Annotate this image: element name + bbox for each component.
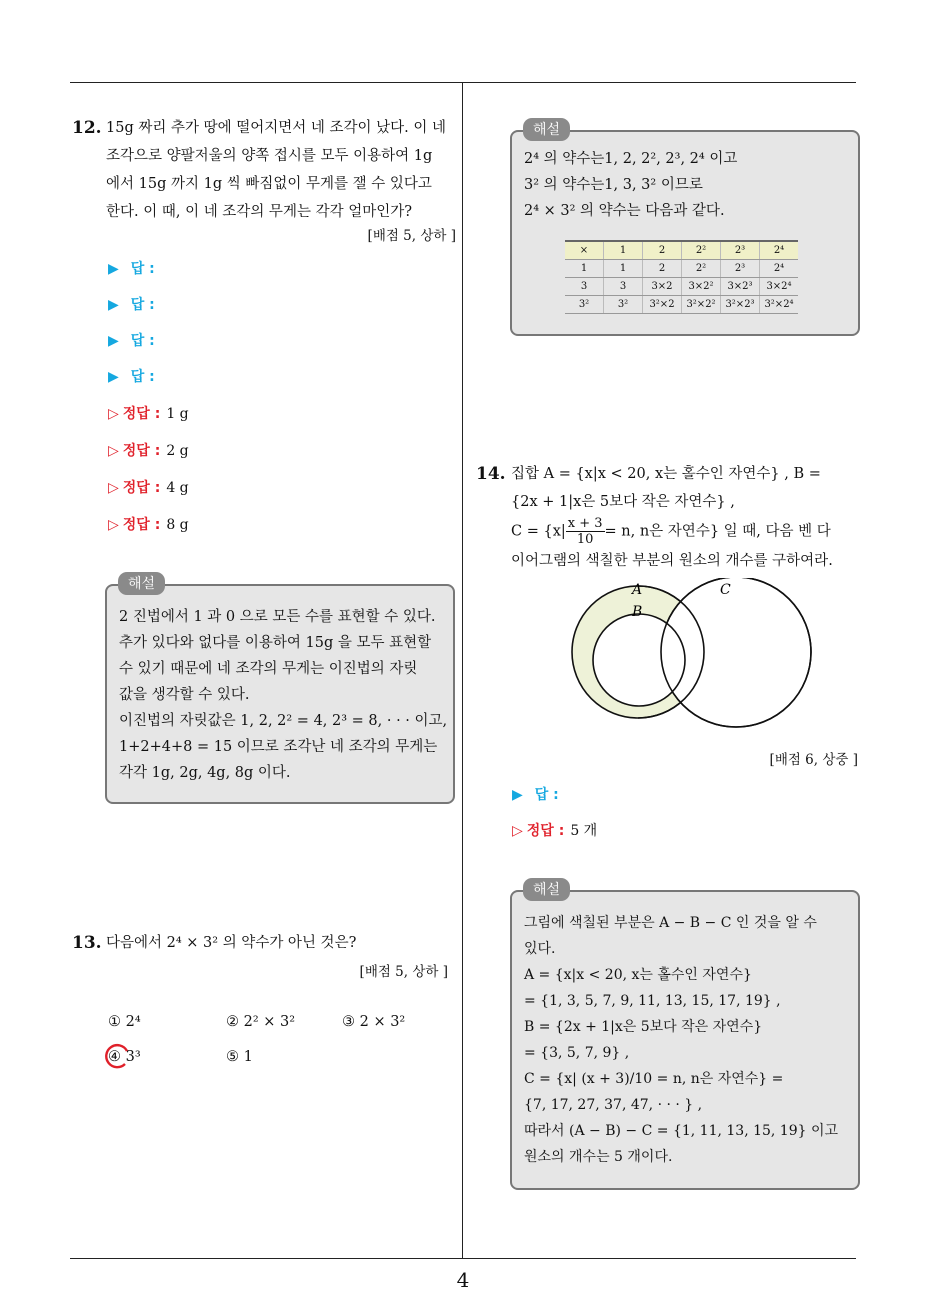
correct-label: 정답 :: [122, 480, 161, 496]
q14-line: {2x + 1|x은 5보다 작은 자연수} ,: [511, 494, 735, 510]
table-cell: 3²×2⁴: [760, 296, 799, 314]
correct-value: 5 개: [570, 823, 598, 839]
table-row: [565, 260, 798, 278]
q14-number: 14.: [476, 464, 506, 484]
q13-text: 다음에서 2⁴ × 3² 의 약수가 아닌 것은?: [106, 935, 357, 951]
correct-row: [512, 820, 597, 840]
table-cell: 1: [565, 260, 604, 278]
table-cell: 2: [643, 260, 682, 278]
q12-line: 에서 15g 까지 1g 씩 빠짐없이 무게를 잴 수 있다고: [106, 176, 432, 192]
explain-line: 3² 의 약수는1, 3, 3² 이므로: [524, 177, 703, 193]
table-row: [565, 296, 798, 314]
table-cell: 2²: [682, 260, 721, 278]
red-outline-triangle-icon: ▷: [108, 406, 119, 422]
blue-triangle-icon: ▶: [512, 787, 523, 803]
explain-badge: 해설: [118, 572, 165, 595]
q14-text: [511, 460, 861, 575]
table-cell: 2³: [721, 241, 760, 260]
explain-line: 있다.: [524, 941, 556, 957]
explain-line: 추가 있다와 없다를 이용하여 15g 을 모두 표현할: [119, 635, 432, 651]
table-cell: 3²×2²: [682, 296, 721, 314]
table-cell: 3: [565, 278, 604, 296]
table-cell: 3²: [604, 296, 643, 314]
answer-label: 답 :: [130, 261, 155, 277]
table-cell: 3: [604, 278, 643, 296]
explain-line: 1+2+4+8 = 15 이므로 조각난 네 조각의 무게는: [119, 739, 438, 755]
explain-line: 원소의 개수는 5 개이다.: [524, 1149, 673, 1165]
table-cell: 3²×2: [643, 296, 682, 314]
column-divider: [462, 82, 463, 1259]
explain-line: = {1, 3, 5, 7, 9, 11, 13, 15, 17, 19} ,: [524, 993, 781, 1009]
q12-text: [106, 114, 458, 226]
q14-line: 집합 A = {x|x < 20, x는 홀수인 자연수} , B =: [511, 466, 821, 482]
answer-row: [512, 784, 559, 804]
q14-c-prefix: C = {x|: [511, 523, 566, 540]
q12-line: 15g 짜리 추가 땅에 떨어지면서 네 조각이 났다. 이 네: [106, 120, 446, 136]
answer-row: [108, 330, 155, 350]
q13-explain-text: [524, 146, 854, 224]
fraction-numerator: x + 3: [567, 516, 603, 531]
q12-line: 한다. 이 때, 이 네 조각의 무게는 각각 얼마인가?: [106, 204, 412, 220]
explain-line: 2 진법에서 1 과 0 으로 모든 수를 표현할 수 있다.: [119, 609, 436, 625]
q14-score: [배점 6, 상중 ]: [769, 752, 858, 768]
explain-line: 각각 1g, 2g, 4g, 8g 이다.: [119, 765, 291, 781]
q12-explain-text: [119, 604, 449, 786]
answer-label: 답 :: [534, 787, 559, 803]
option-2[interactable]: ② 2² × 3²: [226, 1014, 296, 1030]
q14-explain-text: [524, 910, 854, 1170]
table-cell: 3×2: [643, 278, 682, 296]
answer-label: 답 :: [130, 297, 155, 313]
answer-row: [108, 294, 155, 314]
explain-line: 그림에 색칠된 부분은 A − B − C 인 것을 알 수: [524, 915, 817, 931]
table-cell: 1: [604, 260, 643, 278]
correct-value: 4 g: [166, 480, 189, 496]
q12-explain-box: [105, 584, 455, 804]
venn-label-c: C: [720, 582, 731, 598]
table-cell: 2: [643, 241, 682, 260]
bottom-rule: [70, 1258, 856, 1259]
explain-line: 값을 생각할 수 있다.: [119, 687, 250, 703]
correct-row: [108, 477, 189, 497]
option-4[interactable]: ④ 3³: [108, 1049, 141, 1065]
explain-line: 수 있기 때문에 네 조각의 무게는 이진법의 자릿: [119, 661, 418, 677]
fraction: [566, 516, 605, 547]
correct-row: [108, 440, 189, 460]
correct-value: 8 g: [166, 517, 189, 533]
red-circle-icon: [103, 1042, 131, 1070]
venn-label-b: B: [632, 604, 643, 620]
explain-line: 따라서 (A − B) − C = {1, 11, 13, 15, 19} 이고: [524, 1123, 839, 1139]
answer-label: 답 :: [130, 333, 155, 349]
q12-number: 12.: [72, 118, 102, 138]
table-cell: 3×2³: [721, 278, 760, 296]
correct-label: 정답 :: [122, 443, 161, 459]
table-cell: 2³: [721, 260, 760, 278]
table-cell: ×: [565, 241, 604, 260]
table-cell: 3×2²: [682, 278, 721, 296]
q13-number: 13.: [72, 933, 102, 953]
correct-label: 정답 :: [122, 406, 161, 422]
table-cell: 2⁴: [760, 241, 799, 260]
blue-triangle-icon: ▶: [108, 261, 119, 277]
table-cell: 2²: [682, 241, 721, 260]
venn-label-a: A: [632, 582, 643, 598]
correct-label: 정답 :: [122, 517, 161, 533]
table-row: [565, 278, 798, 296]
explain-line: 2⁴ × 3² 의 약수는 다음과 같다.: [524, 203, 725, 219]
option-1[interactable]: ① 2⁴: [108, 1014, 141, 1030]
correct-row: [108, 514, 189, 534]
explain-line: 2⁴ 의 약수는1, 2, 2², 2³, 2⁴ 이고: [524, 151, 738, 167]
explain-line: = {3, 5, 7, 9} ,: [524, 1045, 630, 1061]
red-outline-triangle-icon: ▷: [512, 823, 523, 839]
q14-c-suffix: = n, n은 자연수} 일 때, 다음 벤 다: [604, 523, 831, 540]
table-cell: 2⁴: [760, 260, 799, 278]
explain-badge: 해설: [523, 878, 570, 901]
table-cell: 3×2⁴: [760, 278, 799, 296]
option-5[interactable]: ⑤ 1: [226, 1049, 253, 1065]
answer-row: [108, 366, 155, 386]
red-outline-triangle-icon: ▷: [108, 517, 119, 533]
explain-line: C = {x| (x + 3)/10 = n, n은 자연수} =: [524, 1071, 784, 1087]
table-row: [565, 241, 798, 260]
correct-row: [108, 403, 189, 423]
q13-score: [배점 5, 상하 ]: [359, 964, 448, 980]
correct-value: 1 g: [166, 406, 189, 422]
explain-line: 이진법의 자릿값은 1, 2, 2² = 4, 2³ = 8, · · · 이고,: [119, 713, 448, 729]
venn-diagram: [560, 578, 820, 728]
table-cell: 3²: [565, 296, 604, 314]
q12-score: [배점 5, 상하 ]: [367, 228, 456, 244]
set-b-circle: [593, 614, 685, 706]
explain-line: B = {2x + 1|x은 5보다 작은 자연수}: [524, 1019, 763, 1035]
fraction-denominator: 10: [576, 532, 594, 547]
top-rule: [70, 82, 856, 83]
q14-explain-box: [510, 890, 860, 1190]
table-cell: 3²×2³: [721, 296, 760, 314]
explain-line: {7, 17, 27, 37, 47, · · · } ,: [524, 1097, 703, 1113]
correct-label: 정답 :: [526, 823, 565, 839]
explain-line: A = {x|x < 20, x는 홀수인 자연수}: [524, 967, 752, 983]
answer-row: [108, 258, 155, 278]
blue-triangle-icon: ▶: [108, 297, 119, 313]
q14-line: [511, 516, 861, 547]
correct-value: 2 g: [166, 443, 189, 459]
explain-badge: 해설: [523, 118, 570, 141]
red-outline-triangle-icon: ▷: [108, 480, 119, 496]
q12-line: 조각으로 양팔저울의 양쪽 접시를 모두 이용하여 1g: [106, 148, 433, 164]
table-cell: 1: [604, 241, 643, 260]
answer-label: 답 :: [130, 369, 155, 385]
q14-line: 이어그램의 색칠한 부분의 원소의 개수를 구하여라.: [511, 553, 833, 569]
option-3[interactable]: ③ 2 × 3²: [342, 1014, 406, 1030]
page-number: 4: [456, 1268, 470, 1292]
divisor-table: [565, 240, 798, 314]
blue-triangle-icon: ▶: [108, 333, 119, 349]
red-outline-triangle-icon: ▷: [108, 443, 119, 459]
blue-triangle-icon: ▶: [108, 369, 119, 385]
q13-explain-box: [510, 130, 860, 336]
